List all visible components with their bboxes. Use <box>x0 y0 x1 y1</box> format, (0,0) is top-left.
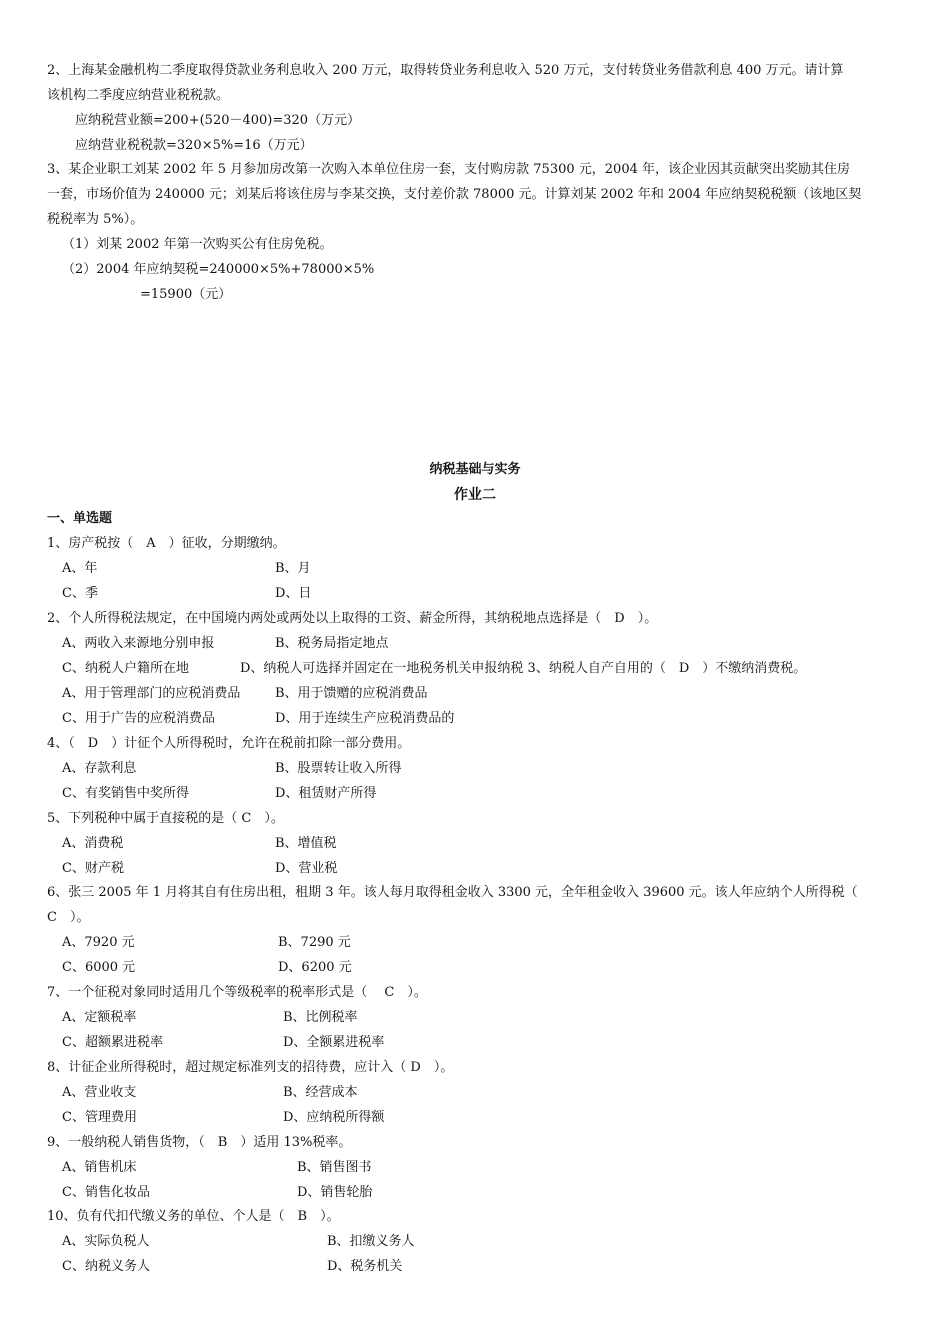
q10-option-a: A、实际负税人 <box>62 1234 150 1249</box>
q10-option-b: B、扣缴义务人 <box>327 1234 415 1249</box>
q5-option-a: A、消费税 <box>62 836 124 851</box>
section-heading: 一、单选题 <box>47 511 113 526</box>
q2-option-d-and-q3: D、纳税人可选择并固定在一地税务机关申报纳税 3、纳税人自产自用的（ D ）不缴纳消费税。 <box>240 661 807 676</box>
q3-option-b: B、用于馈赠的应税消费品 <box>275 686 428 701</box>
q4-option-b: B、股票转让收入所得 <box>275 761 402 776</box>
q5-option-b: B、增值税 <box>275 836 337 851</box>
q6-option-b: B、7290 元 <box>278 935 351 950</box>
q3-option-a: A、用于管理部门的应税消费品 <box>62 686 241 701</box>
question-4: 4、（ D ）计征个人所得税时，允许在税前扣除一部分费用。 <box>47 736 411 751</box>
q10-option-d: D、税务机关 <box>327 1259 403 1274</box>
q6-option-a: A、7920 元 <box>62 935 135 950</box>
q6-option-d: D、6200 元 <box>278 960 352 975</box>
q9-option-d: D、销售轮胎 <box>297 1185 373 1200</box>
q4-option-c: C、有奖销售中奖所得 <box>62 786 189 801</box>
question-6-cont: C ）。 <box>47 910 90 925</box>
prev-q3-answer3: =15900（元） <box>140 287 232 302</box>
q1-option-b: B、月 <box>275 561 311 576</box>
q6-option-c: C、6000 元 <box>62 960 136 975</box>
q3-option-c: C、用于广告的应税消费品 <box>62 711 215 726</box>
prev-q2-answer2: 应纳营业税税款=320×5%=16（万元） <box>75 138 313 153</box>
question-9: 9、一般纳税人销售货物，（ B ）适用 13%税率。 <box>47 1135 352 1150</box>
q5-option-d: D、营业税 <box>275 861 338 876</box>
question-1: 1、房产税按（ A ）征收，分期缴纳。 <box>47 536 286 551</box>
question-10: 10、负有代扣代缴义务的单位、个人是（ B ）。 <box>47 1209 340 1224</box>
q5-option-c: C、财产税 <box>62 861 124 876</box>
q8-option-b: B、经营成本 <box>283 1085 358 1100</box>
q7-option-a: A、定额税率 <box>62 1010 137 1025</box>
prev-q2-line2: 该机构二季度应纳营业税税款。 <box>47 88 230 103</box>
question-6: 6、张三 2005 年 1 月将其自有住房出租，租期 3 年。该人每月取得租金收入 3300 元，全年租金收入 39600 元。该人年应纳个人所得税（ <box>47 885 858 900</box>
q7-option-c: C、超额累进税率 <box>62 1035 163 1050</box>
prev-q3-line2: 一套，市场价值为 240000 元；刘某后将该住房与李某交换，支付差价款 78000 元。计算刘某 2002 年和 2004 年应纳契税税额（该地区契 <box>47 187 862 202</box>
q10-option-c: C、纳税义务人 <box>62 1259 150 1274</box>
q7-option-d: D、全额累进税率 <box>283 1035 385 1050</box>
prev-q2-answer1: 应纳税营业额=200+(520－400)=320（万元） <box>75 113 361 128</box>
q4-option-d: D、租赁财产所得 <box>275 786 377 801</box>
q2-option-b: B、税务局指定地点 <box>275 636 389 651</box>
prev-q3-line1: 3、某企业职工刘某 2002 年 5 月参加房改第一次购入本单位住房一套，支付购房款 75300 元，2004 年，该企业因其贡献突出奖励其住房 <box>47 162 850 177</box>
q2-option-a: A、两收入来源地分别申报 <box>62 636 215 651</box>
q8-option-d: D、应纳税所得额 <box>283 1110 385 1125</box>
prev-q3-answer2: （2）2004 年应纳契税=240000×5%+78000×5% <box>62 262 375 277</box>
document-title: 纳税基础与实务 <box>429 462 521 477</box>
question-8: 8、计征企业所得税时，超过规定标准列支的招待费，应计入（ D ）。 <box>47 1060 454 1075</box>
q1-option-d: D、日 <box>275 586 312 601</box>
q8-option-c: C、管理费用 <box>62 1110 137 1125</box>
prev-q3-line3: 税税率为 5%）。 <box>47 212 144 227</box>
q1-option-c: C、季 <box>62 586 98 601</box>
document-subtitle: 作业二 <box>454 487 496 503</box>
prev-q3-answer1: （1）刘某 2002 年第一次购买公有住房免税。 <box>62 237 333 252</box>
q9-option-c: C、销售化妆品 <box>62 1185 150 1200</box>
question-7: 7、一个征税对象同时适用几个等级税率的税率形式是（ C ）。 <box>47 985 427 1000</box>
question-2: 2、个人所得税法规定，在中国境内两处或两处以上取得的工资、薪金所得，其纳税地点选择是（ D ）。 <box>47 611 658 626</box>
q9-option-a: A、销售机床 <box>62 1160 137 1175</box>
q7-option-b: B、比例税率 <box>283 1010 358 1025</box>
q1-option-a: A、年 <box>62 561 98 576</box>
prev-q2-line1: 2、上海某金融机构二季度取得贷款业务利息收入 200 万元，取得转贷业务利息收入 520 万元，支付转贷业务借款利息 400 万元。请计算 <box>47 63 844 78</box>
q4-option-a: A、存款利息 <box>62 761 137 776</box>
q3-option-d: D、用于连续生产应税消费品的 <box>275 711 455 726</box>
question-5: 5、下列税种中属于直接税的是（ C ）。 <box>47 811 284 826</box>
q2-option-c: C、纳税人户籍所在地 <box>62 661 189 676</box>
q8-option-a: A、营业收支 <box>62 1085 137 1100</box>
q9-option-b: B、销售图书 <box>297 1160 372 1175</box>
